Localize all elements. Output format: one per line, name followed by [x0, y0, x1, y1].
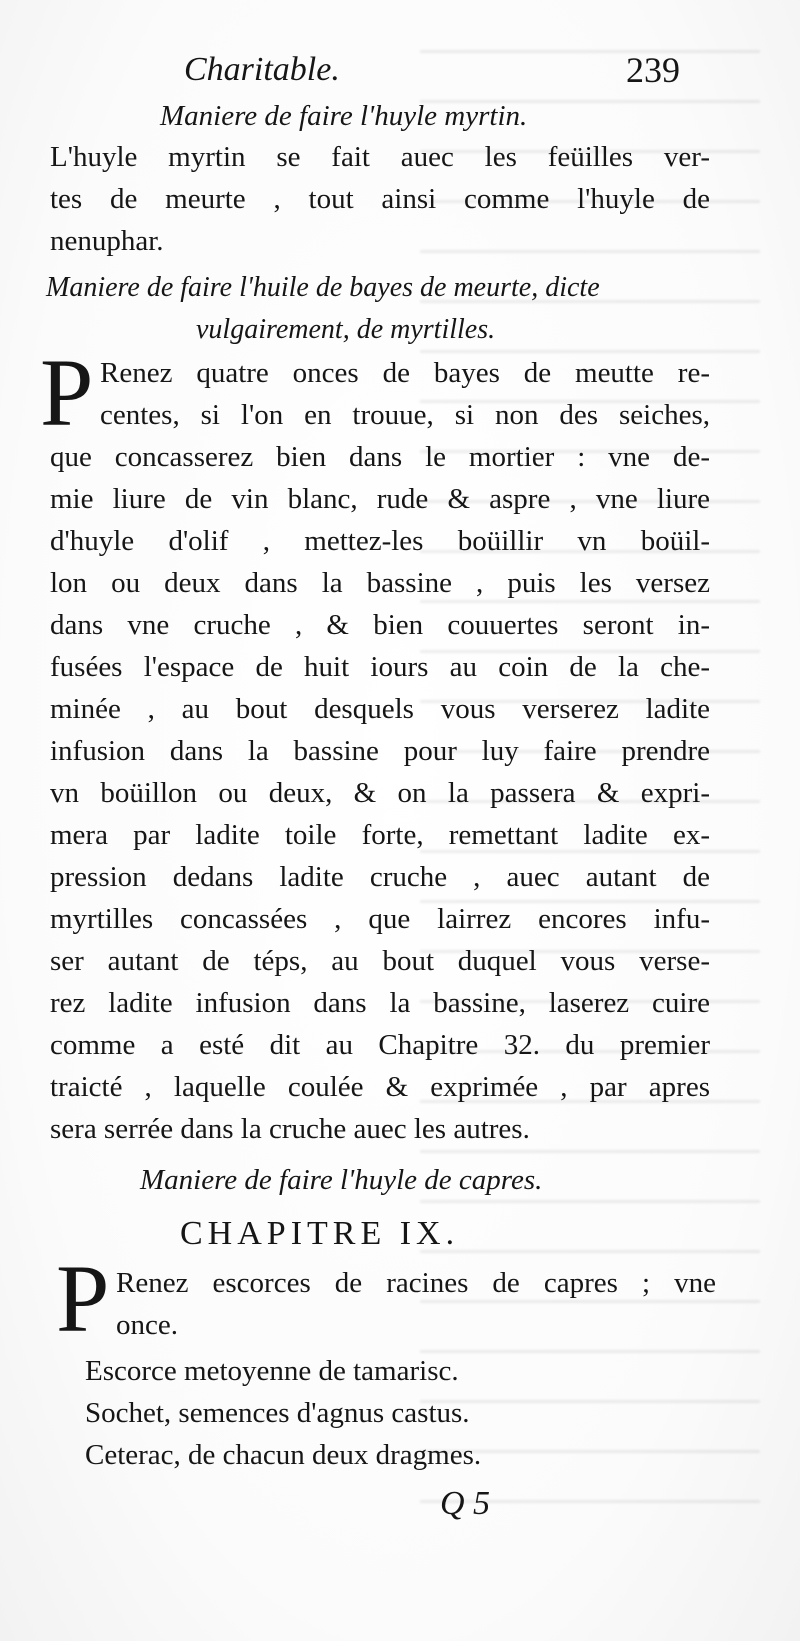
running-title: Charitable. [184, 51, 340, 88]
text-line: centes, si l'on en trouue, si non des seiches, [100, 399, 710, 431]
text-line: minée , au bout desquels vous verserez ladite [50, 693, 710, 725]
ingredient-item: Sochet, semences d'agnus castus. [85, 1397, 470, 1429]
signature-mark: Q 5 [440, 1485, 491, 1522]
text-line: vn boüillon ou deux, & on la passera & expri- [50, 777, 710, 809]
chapter-title: CHAPITRE IX. [180, 1215, 460, 1252]
text-line: Renez quatre onces de bayes de meutte re- [100, 357, 710, 389]
text-line: que concasserez bien dans le mortier : vne de- [50, 441, 710, 473]
text-line: mie liure de vin blanc, rude & aspre , vne liure [50, 483, 710, 515]
text-line: ser autant de téps, au bout duquel vous verse- [50, 945, 710, 977]
text-line: infusion dans la bassine pour luy faire prendre [50, 735, 710, 767]
text-line: sera serrée dans la cruche auec les autres. [50, 1113, 530, 1145]
ingredient-item: Ceterac, de chacun deux dragmes. [85, 1439, 482, 1471]
text-line: rez ladite infusion dans la bassine, laserez cuire [50, 987, 710, 1019]
text-line: pression dedans ladite cruche , auec autant de [50, 861, 710, 893]
text-line: d'huyle d'olif , mettez-les boüillir vn boüil- [50, 525, 710, 557]
text-line: nenuphar. [50, 225, 164, 257]
text-line: tes de meurte , tout ainsi comme l'huyle de [50, 183, 710, 215]
text-line: comme a esté dit au Chapitre 32. du premier [50, 1029, 710, 1061]
text-line: once. [116, 1309, 178, 1341]
page-number: 239 [626, 50, 680, 90]
text-line: traicté , laquelle coulée & exprimée , par apres [50, 1071, 710, 1103]
text-line: mera par ladite toile forte, remettant ladite ex- [50, 819, 710, 851]
section-heading-continued: vulgairement, de myrtilles. [196, 314, 496, 345]
text-line: fusées l'espace de huit iours au coin de la che- [50, 651, 710, 683]
drop-cap: P [56, 1245, 110, 1352]
section-heading: Maniere de faire l'huyle myrtin. [160, 100, 528, 132]
text-line: myrtilles concassées , que lairrez encores infu- [50, 903, 710, 935]
text-line: L'huyle myrtin se fait auec les feüilles ver- [50, 141, 710, 173]
text-line: dans vne cruche , & bien couuertes seront in- [50, 609, 710, 641]
ingredient-item: Escorce metoyenne de tamarisc. [85, 1355, 459, 1387]
drop-cap: P [40, 339, 94, 446]
text-line: Renez escorces de racines de capres ; vne [116, 1267, 716, 1299]
section-heading: Maniere de faire l'huile de bayes de meurte, dicte [46, 272, 600, 303]
section-heading: Maniere de faire l'huyle de capres. [140, 1164, 543, 1196]
text-line: lon ou deux dans la bassine , puis les versez [50, 567, 710, 599]
